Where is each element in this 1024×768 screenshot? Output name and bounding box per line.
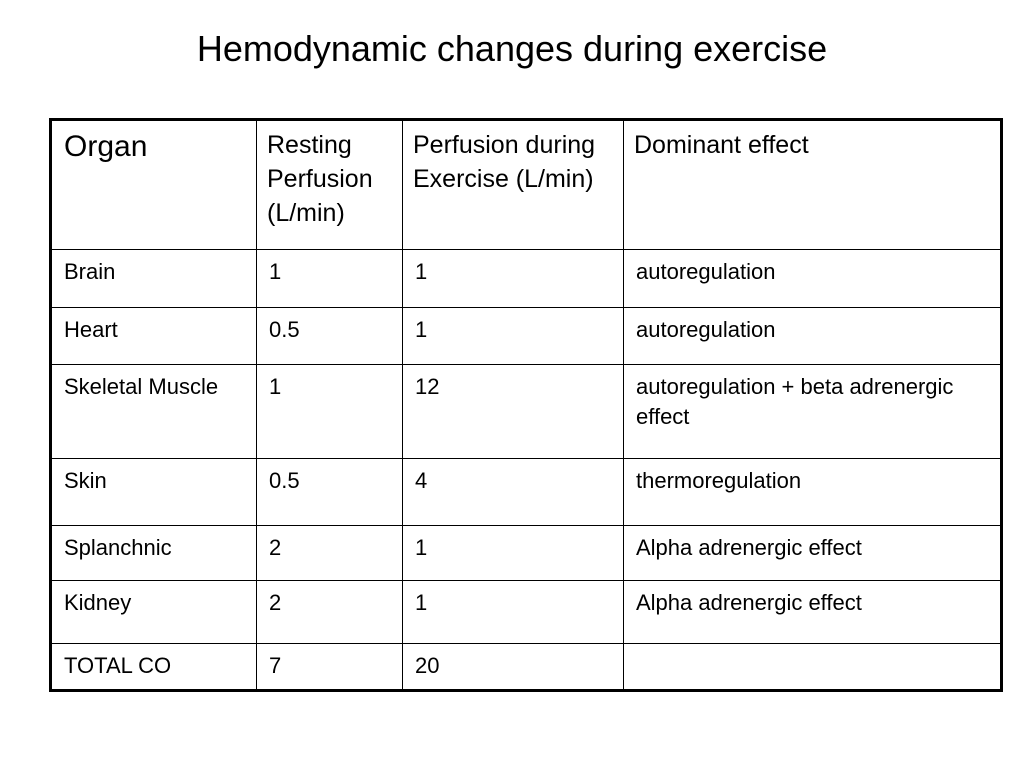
cell-resting: 7: [257, 644, 403, 691]
cell-organ: Heart: [51, 308, 257, 365]
cell-organ: Kidney: [51, 581, 257, 644]
cell-exercise: 1: [403, 526, 624, 581]
cell-resting: 1: [257, 250, 403, 308]
cell-organ: Skeletal Muscle: [51, 365, 257, 459]
header-organ: Organ: [51, 120, 257, 250]
cell-organ: Splanchnic: [51, 526, 257, 581]
table-container: [49, 118, 1000, 692]
cell-resting: 0.5: [257, 308, 403, 365]
header-dominant-effect: Dominant effect: [624, 120, 1002, 250]
cell-exercise: 1: [403, 250, 624, 308]
cell-resting: 0.5: [257, 459, 403, 526]
table-row: [51, 581, 1002, 644]
table-row: [51, 459, 1002, 526]
table-row-total: [51, 644, 1002, 691]
header-exercise-perfusion: Perfusion during Exercise (L/min): [403, 120, 624, 250]
cell-exercise: 20: [403, 644, 624, 691]
table-row: [51, 365, 1002, 459]
table-row: [51, 308, 1002, 365]
header-resting-perfusion: Resting Perfusion (L/min): [257, 120, 403, 250]
table-row: [51, 250, 1002, 308]
hemodynamic-table: [49, 118, 1003, 692]
cell-organ: Brain: [51, 250, 257, 308]
cell-organ: TOTAL CO: [51, 644, 257, 691]
cell-effect: autoregulation: [624, 250, 1002, 308]
cell-exercise: 1: [403, 581, 624, 644]
cell-exercise: 1: [403, 308, 624, 365]
cell-exercise: 12: [403, 365, 624, 459]
cell-effect: [624, 644, 1002, 691]
table-row: [51, 526, 1002, 581]
cell-effect: autoregulation + beta adrenergic effect: [624, 365, 1002, 459]
cell-effect: autoregulation: [624, 308, 1002, 365]
cell-effect: Alpha adrenergic effect: [624, 581, 1002, 644]
page-title: Hemodynamic changes during exercise: [196, 28, 828, 69]
cell-exercise: 4: [403, 459, 624, 526]
cell-organ: Skin: [51, 459, 257, 526]
cell-effect: Alpha adrenergic effect: [624, 526, 1002, 581]
cell-effect: thermoregulation: [624, 459, 1002, 526]
table-header-row: [51, 120, 1002, 250]
cell-resting: 1: [257, 365, 403, 459]
cell-resting: 2: [257, 581, 403, 644]
cell-resting: 2: [257, 526, 403, 581]
